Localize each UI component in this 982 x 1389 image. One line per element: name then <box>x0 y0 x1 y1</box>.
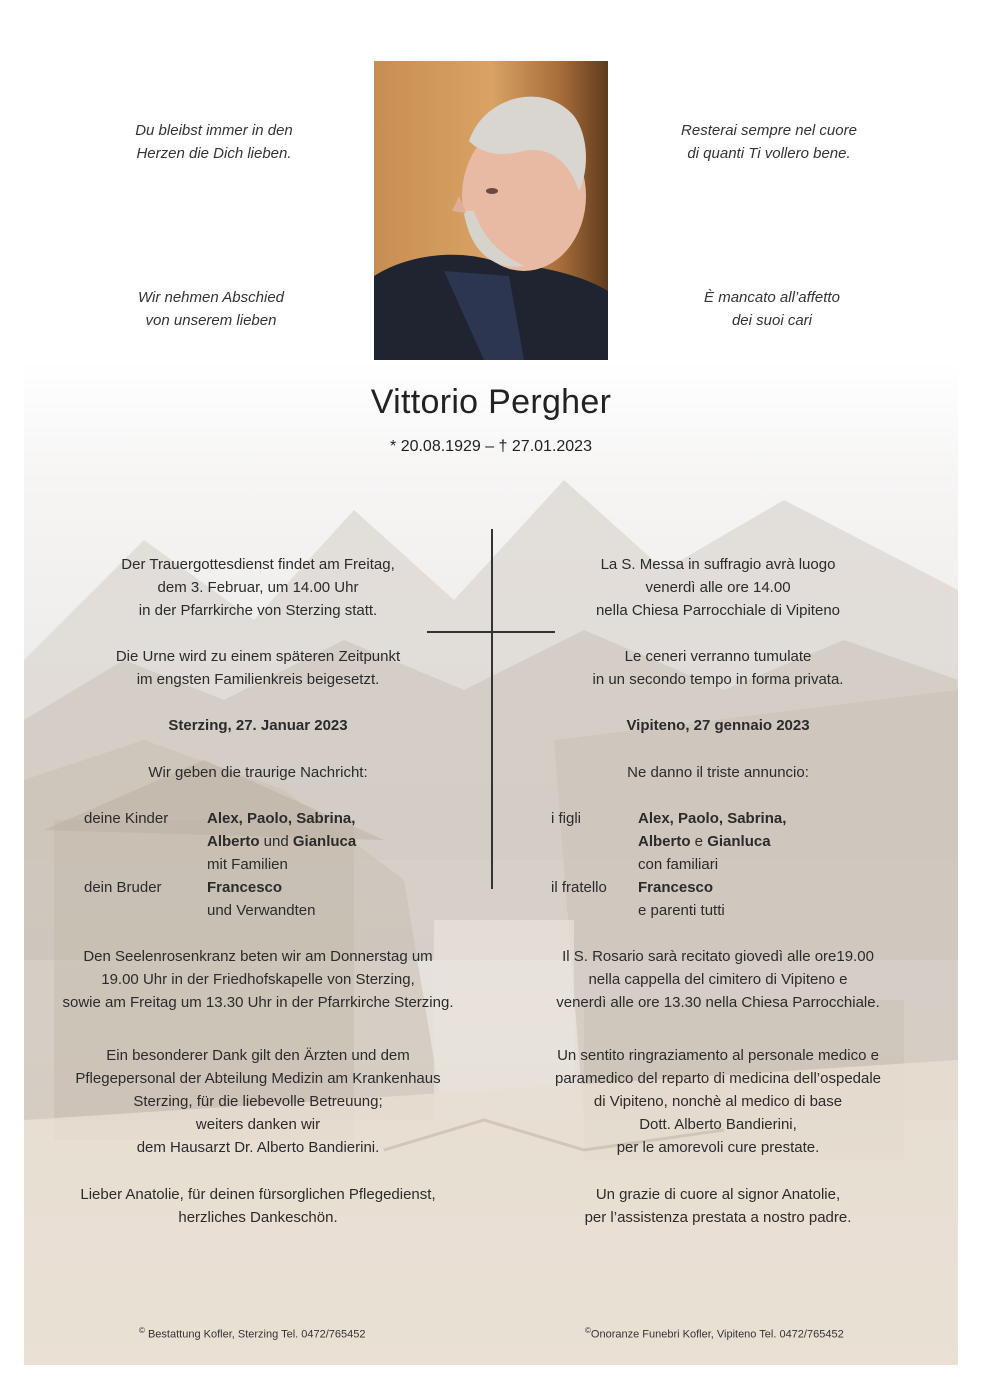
quote-line: È mancato all’affetto <box>704 289 840 306</box>
text-line: Lieber Anatolie, für deinen fürsorglichen Pflegedienst, <box>80 1186 436 1203</box>
text-line: di Vipiteno, nonchè al medico di base <box>593 1093 843 1110</box>
italian-footer <box>585 1326 844 1341</box>
text-line: in un secondo tempo in forma privata. <box>592 671 844 688</box>
role-children: i figli <box>551 810 582 827</box>
quote-italian-bottom <box>622 286 922 332</box>
text-line: Un sentito ringraziamento al personale medico e <box>557 1047 879 1064</box>
text-line: paramedico del reparto di medicina dell’ospedale <box>554 1070 882 1087</box>
quote-italian-top <box>619 119 919 165</box>
copyright-icon: © <box>139 1326 145 1335</box>
portrait-illustration <box>374 61 608 360</box>
relatives: und Verwandten <box>207 902 316 919</box>
role-brother: il fratello <box>551 879 607 896</box>
german-place-date: Sterzing, 27. Januar 2023 <box>168 717 348 734</box>
conjunction: e <box>690 833 708 850</box>
quote-line: dei suoi cari <box>731 312 813 329</box>
text-line: Ein besonderer Dank gilt den Ärzten und dem <box>106 1047 410 1064</box>
text-line: im engsten Familienkreis beigesetzt. <box>136 671 380 688</box>
german-urn-block <box>28 645 488 691</box>
text-line: dem 3. Februar, um 14.00 Uhr <box>157 579 359 596</box>
text-line: Le ceneri verranno tumulate <box>624 648 812 665</box>
children-names-line2 <box>207 830 356 853</box>
quote-line: Herzen die Dich lieben. <box>136 145 292 162</box>
text-line: Sterzing, für die liebevolle Betreuung; <box>133 1093 383 1110</box>
child-name: Alberto <box>638 833 691 850</box>
german-footer <box>139 1326 365 1341</box>
italian-service-block <box>488 553 948 622</box>
text-line: Die Urne wird zu einem späteren Zeitpunkt <box>115 648 401 665</box>
quote-line: Wir nehmen Abschied <box>137 289 285 306</box>
children-families: mit Familien <box>207 856 288 873</box>
quote-german-top <box>64 119 364 165</box>
brother-name: Francesco <box>638 879 714 896</box>
text-line: Der Trauergottesdienst findet am Freitag, <box>121 556 395 573</box>
german-thanks-block <box>28 1044 488 1159</box>
quote-german-bottom <box>61 286 361 332</box>
children-names: Alex, Paolo, Sabrina, <box>638 810 787 827</box>
text-line: Pflegepersonal der Abteilung Medizin am Krankenhaus <box>75 1070 441 1087</box>
italian-family-list <box>551 807 871 927</box>
quote-line: Du bleibst immer in den <box>135 122 293 139</box>
copyright-icon: © <box>585 1326 591 1335</box>
quote-line: von unserem lieben <box>145 312 277 329</box>
text-line: Il S. Rosario sarà recitato giovedì alle ore19.00 <box>562 948 874 965</box>
text-line: sowie am Freitag um 13.30 Uhr in der Pfarrkirche Sterzing. <box>62 994 454 1011</box>
german-service-block <box>28 553 488 622</box>
text-line: dem Hausarzt Dr. Alberto Bandierini. <box>136 1139 380 1156</box>
child-name: Gianluca <box>292 833 357 850</box>
children-names-line2 <box>638 830 771 853</box>
text-line: Un grazie di cuore al signor Anatolie, <box>595 1186 841 1203</box>
text-line: in der Pfarrkirche von Sterzing statt. <box>138 602 378 619</box>
german-family-list <box>84 807 404 927</box>
role-brother: dein Bruder <box>84 879 162 896</box>
text-line: venerdì alle ore 13.30 nella Chiesa Parrocchiale. <box>556 994 880 1011</box>
text-line: weiters danken wir <box>195 1116 321 1133</box>
german-thanks2-block <box>28 1183 488 1229</box>
text-line: per le amorevoli cure prestate. <box>616 1139 820 1156</box>
text-line: 19.00 Uhr in der Friedhofskapelle von Sterzing, <box>101 971 415 988</box>
text-line: Den Seelenrosenkranz beten wir am Donnerstag um <box>83 948 433 965</box>
relatives: e parenti tutti <box>638 902 725 919</box>
portrait-photo <box>374 61 608 360</box>
child-name: Gianluca <box>707 833 771 850</box>
italian-announcement: Ne danno il triste annuncio: <box>627 764 809 781</box>
german-rosary-block <box>28 945 488 1014</box>
text-line: La S. Messa in suffragio avrà luogo <box>600 556 836 573</box>
deceased-dates: * 20.08.1929 – † 27.01.2023 <box>390 438 592 455</box>
deceased-name: Vittorio Pergher <box>370 383 612 421</box>
footer-text: Onoranze Funebri Kofler, Vipiteno Tel. 0472/765452 <box>590 1328 844 1341</box>
text-line: per l’assistenza prestata a nostro padre. <box>584 1209 852 1226</box>
child-name: Alberto <box>207 833 260 850</box>
brother-name: Francesco <box>207 879 283 896</box>
footer-text: Bestattung Kofler, Sterzing Tel. 0472/765452 <box>147 1328 366 1341</box>
children-families: con familiari <box>638 856 719 873</box>
italian-place-date: Vipiteno, 27 gennaio 2023 <box>626 717 810 734</box>
text-line: venerdì alle ore 14.00 <box>645 579 791 596</box>
text-line: nella Chiesa Parrocchiale di Vipiteno <box>595 602 841 619</box>
conjunction: und <box>259 833 293 850</box>
cross-icon-bar <box>427 631 555 633</box>
italian-thanks2-block <box>488 1183 948 1229</box>
role-children: deine Kinder <box>84 810 169 827</box>
italian-urn-block <box>488 645 948 691</box>
german-announcement: Wir geben die traurige Nachricht: <box>148 764 368 781</box>
text-line: herzliches Dankeschön. <box>178 1209 338 1226</box>
italian-rosary-block <box>488 945 948 1014</box>
children-names: Alex, Paolo, Sabrina, <box>207 810 356 827</box>
quote-line: di quanti Ti vollero bene. <box>687 145 851 162</box>
text-line: nella cappella del cimitero di Vipiteno e <box>588 971 848 988</box>
text-line: Dott. Alberto Bandierini, <box>639 1116 797 1133</box>
italian-thanks-block <box>488 1044 948 1159</box>
quote-line: Resterai sempre nel cuore <box>681 122 857 139</box>
